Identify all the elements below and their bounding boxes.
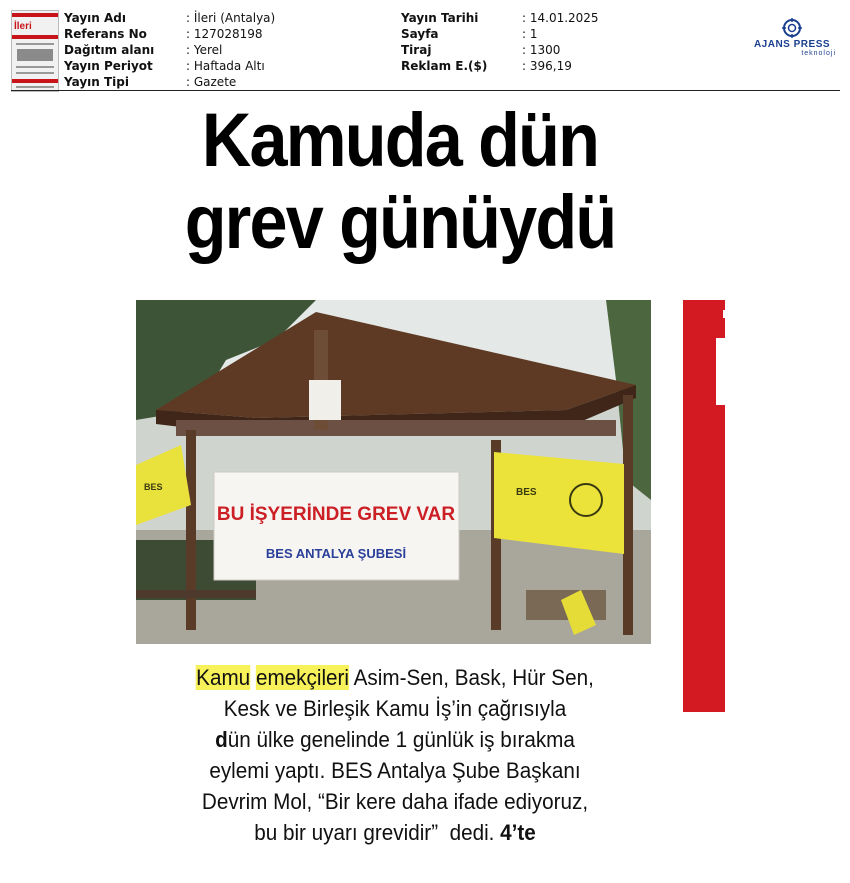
brand-tagline: teknoloji [801, 50, 836, 57]
meta-value: : 1300 [522, 43, 561, 57]
highlight-word: Kamu [196, 665, 251, 690]
meta-value: : Haftada Altı [186, 59, 265, 73]
meta-value: : 396,19 [522, 59, 572, 73]
red-side-strip [683, 300, 725, 712]
meta-row [64, 10, 275, 26]
brand-name: AJANS PRESS [753, 39, 831, 50]
banner-main-text: BU İŞYERİNDE GREV VAR [216, 504, 456, 525]
meta-value: : Gazete [186, 75, 237, 89]
headline-line: Kamuda dün [201, 98, 599, 183]
meta-value: : 1 [522, 27, 538, 41]
body-line: Kesk ve Birleşik Kamu İş’in çağrısıyla [223, 696, 567, 721]
bold-letter: d [215, 727, 228, 752]
body-line [146, 724, 644, 755]
body-line [146, 817, 644, 848]
meta-label: Yayın Adı [64, 11, 126, 25]
meta-left-column [64, 10, 275, 90]
article-headline [148, 100, 652, 264]
body-line: Devrim Mol, “Bir kere daha ifade ediyoruz, [201, 789, 589, 814]
body-text-fragment: ün ülke genelinde 1 günlük iş bırakma [227, 727, 575, 752]
compass-icon [782, 18, 802, 38]
meta-label: Yayın Tipi [64, 75, 129, 89]
thumbnail-logo: İleri [14, 21, 32, 32]
right-flag-text: BES [516, 487, 537, 498]
meta-value: : Yerel [186, 43, 223, 57]
meta-row [401, 26, 599, 42]
meta-label: Referans No [64, 27, 147, 41]
meta-row [64, 74, 275, 90]
meta-label: Reklam E.($) [401, 59, 488, 73]
meta-row [64, 58, 275, 74]
body-text-fragment: Asim-Sen, Bask, Hür Sen, [349, 665, 594, 690]
meta-value: : 127028198 [186, 27, 263, 41]
article-body [146, 662, 644, 848]
meta-row [401, 58, 599, 74]
headline-line: grev günüydü [184, 180, 616, 265]
header-divider [11, 90, 840, 91]
meta-row [401, 42, 599, 58]
meta-label: Yayın Tarihi [401, 11, 479, 25]
meta-row [64, 42, 275, 58]
meta-row [401, 10, 599, 26]
article-photo [136, 300, 651, 644]
newspaper-thumbnail [11, 10, 59, 92]
body-line: eylemi yaptı. BES Antalya Şube Başkanı [209, 758, 581, 783]
left-flag-text: BES [144, 482, 163, 492]
meta-label: Sayfa [401, 27, 439, 41]
ajans-press-logo [742, 18, 842, 57]
meta-value: : 14.01.2025 [522, 11, 599, 25]
meta-label: Tiraj [401, 43, 432, 57]
banner-sub-text: BES ANTALYA ŞUBESİ [265, 546, 407, 561]
meta-value: : İleri (Antalya) [186, 11, 276, 25]
highlight-word: emekçileri [255, 665, 350, 690]
meta-label: Dağıtım alanı [64, 43, 155, 57]
body-text-fragment: bu bir uyarı grevidir” dedi. [254, 820, 501, 845]
page-reference: 4’te [500, 820, 536, 845]
meta-right-column [401, 10, 599, 74]
meta-row [64, 26, 275, 42]
body-line [146, 662, 644, 693]
meta-label: Yayın Periyot [64, 59, 153, 73]
